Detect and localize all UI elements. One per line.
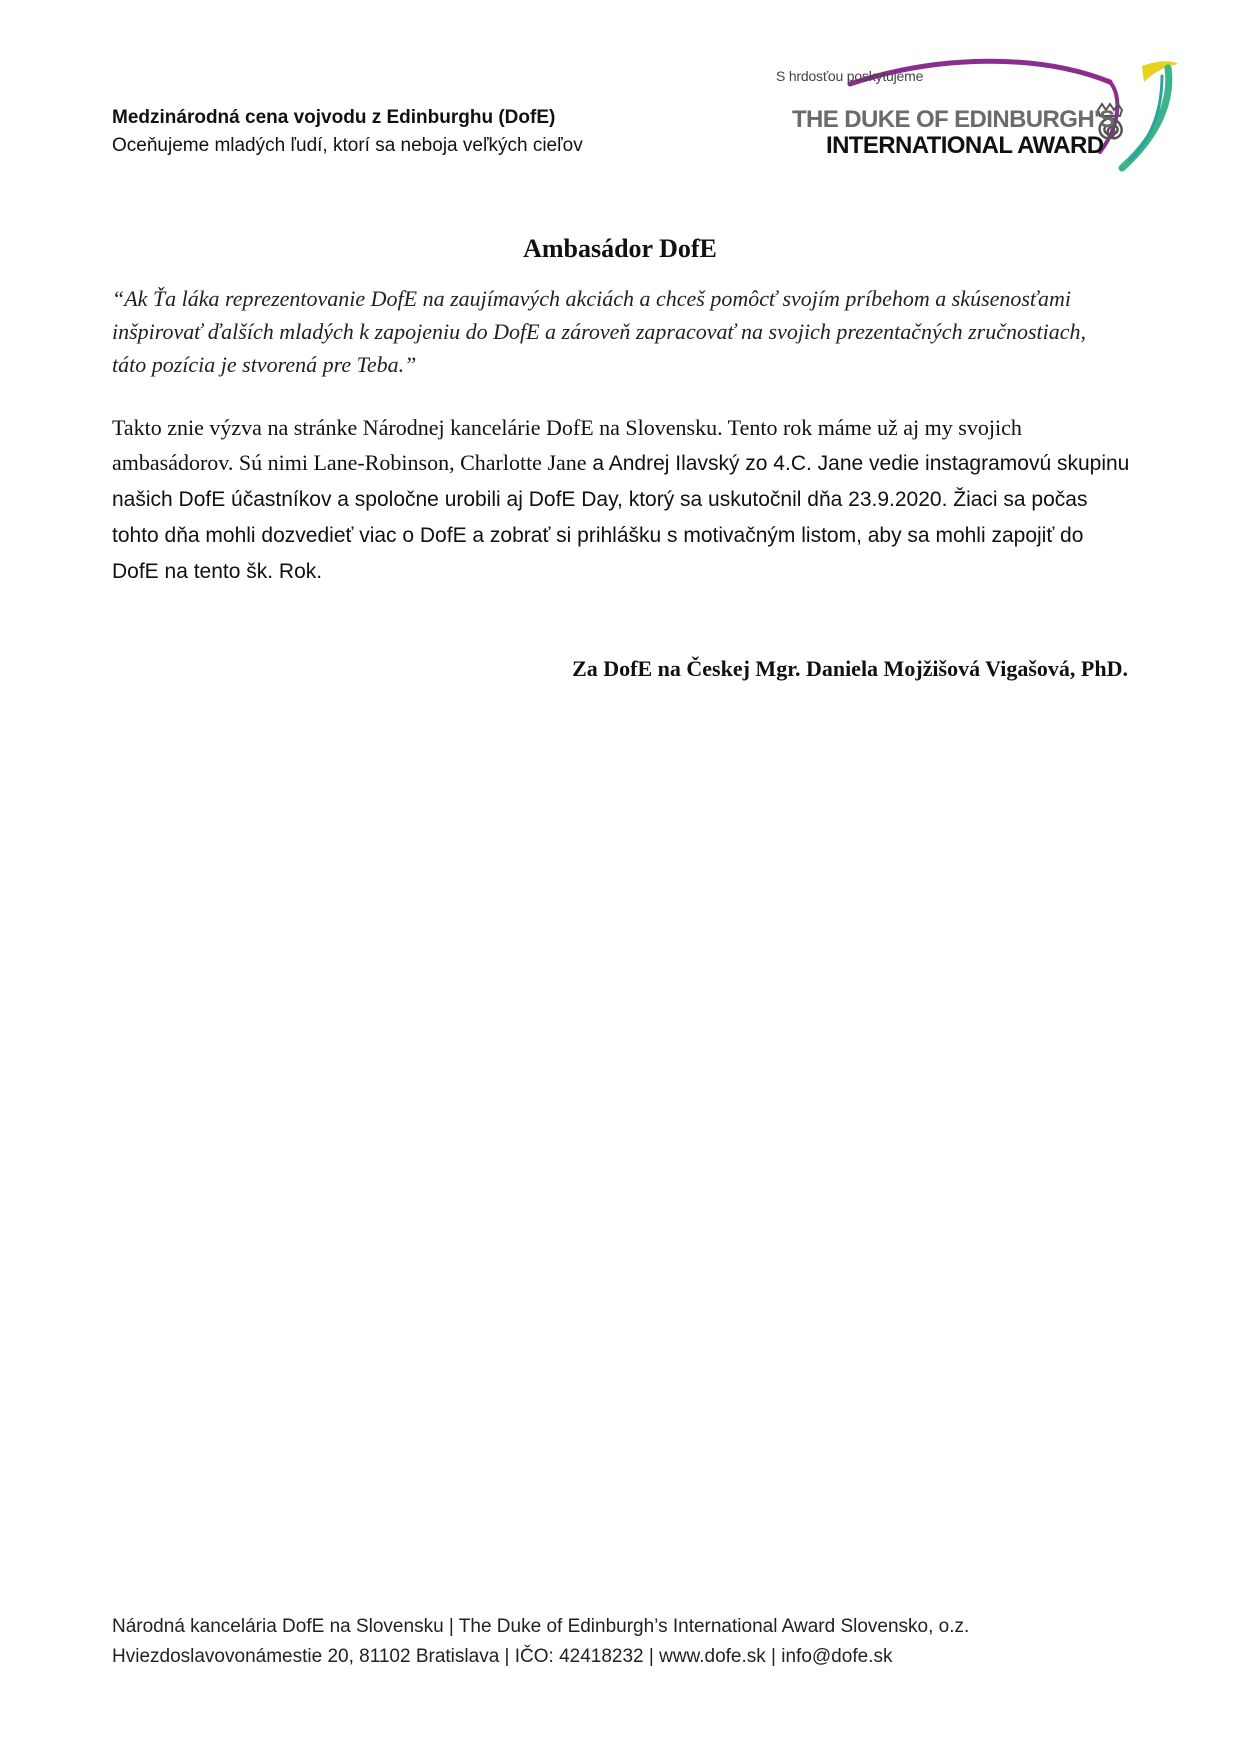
body-part1: Takto znie výzva na stránke Národnej kancelárie DofE na Slovensku. Tento rok máme už aj my svojich ambasádorov. Sú nimi Lane-Robinson, Charlotte Jane (112, 415, 1022, 475)
dofe-logo (770, 56, 1190, 176)
footer-line2: Hviezdoslavovonámestie 20, 81102 Bratislava | IČO: 42418232 | www.dofe.sk | info@dofe.sk (112, 1646, 893, 1667)
footer-line1: Národná kancelária DofE na Slovensku | The Duke of Edinburgh’s International Award Slovensko, o.z. (112, 1616, 970, 1637)
page-title: Ambasádor DofE (523, 234, 717, 263)
logo-tagline: S hrdosťou poskytujeme (776, 68, 924, 84)
body-part2: a Andrej Ilavský zo 4.C. Jane vedie instagramovú skupinu našich DofE účastníkov a spoločne urobili aj DofE Day, ktorý sa uskutočnil dňa 23.9.2020. Žiaci sa počas tohto dňa mohli dozvedieť viac o DofE a zobrať si prihlášku s motivačným listom, aby sa mohli zapojiť do DofE na tento šk. Rok. (112, 452, 1130, 583)
quote: “Ak Ťa láka reprezentovanie DofE na zaujímavých akciách a chceš pomôcť svojím príbehom a skúsenosťami inšpirovať ďalších mladých k zapojeniu do DofE a zároveň zapracovať na svojich prezentačných zručnostiach, táto pozícia je stvorená pre Teba.” (112, 286, 1087, 377)
footer (112, 1612, 969, 1672)
logo-line2: INTERNATIONAL AWARD (826, 132, 1104, 159)
header-org-block (112, 104, 583, 160)
signature: Za DofE na Českej Mgr. Daniela Mojžišová Vigašová, PhD. (572, 656, 1128, 681)
body-paragraph (112, 410, 1132, 589)
org-name: Medzinárodná cena vojvodu z Edinburghu (DofE) (112, 107, 556, 128)
org-tagline: Oceňujeme mladých ľudí, ktorí sa neboja veľkých cieľov (112, 135, 583, 156)
logo-line1: THE DUKE OF EDINBURGH'S (792, 106, 1115, 133)
